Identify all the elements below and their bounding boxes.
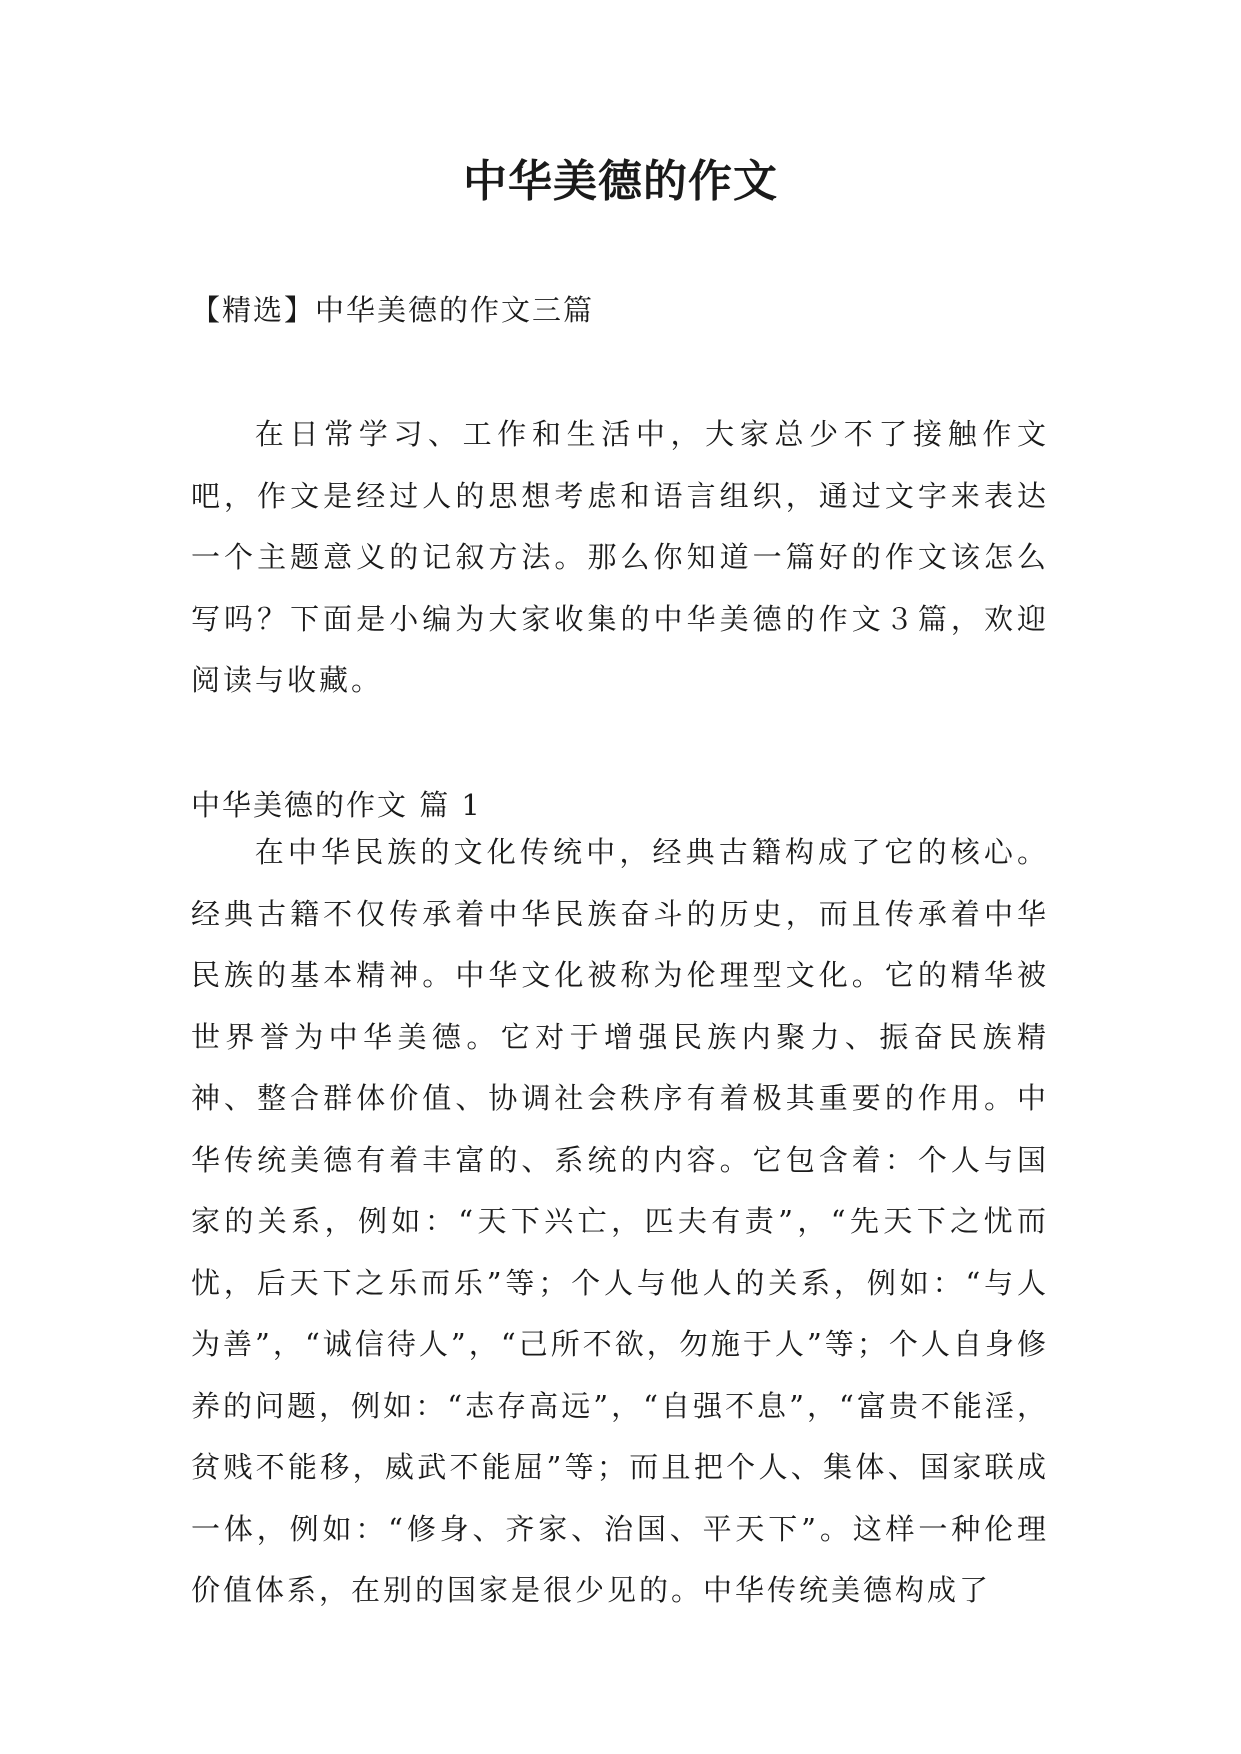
document-subtitle: 【精选】中华美德的作文三篇 [191, 293, 595, 327]
section-body-paragraph: 在中华民族的文化传统中，经典古籍构成了它的核心。经典古籍不仅传承着中华民族奋斗的历史，而且传承着中华民族的基本精神。中华文化被称为伦理型文化。它的精华被世界誉为中华美德。它对于增强民族内聚力、振奋民族精神、整合群体价值、协调社会秩序有着极其重要的作用。中华传统美德有着丰富的、系统的内容。它包含着：个人与国家的关系，例如：“天下兴亡，匹夫有责”，“先天下之忧而忧，后天下之乐而乐”等；个人与他人的关系，例如：“与人为善”，“诚信待人”，“己所不欲，勿施于人”等；个人自身修养的问题，例如：“志存高远”，“自强不息”，“富贵不能淫，贫贱不能移，威武不能屈”等；而且把个人、集体、国家联成一体，例如：“修身、齐家、治国、平天下”。这样一种伦理价值体系，在别的国家是很少见的。中华传统美德构成了 [191, 835, 1049, 1607]
document-title: 中华美德的作文 [463, 156, 778, 207]
section-body-block [191, 822, 1049, 1622]
section-heading: 中华美德的作文 篇 1 [191, 788, 482, 822]
intro-block [191, 404, 1049, 712]
intro-paragraph: 在日常学习、工作和生活中，大家总少不了接触作文吧，作文是经过人的思想考虑和语言组织，通过文字来表达一个主题意义的记叙方法。那么你知道一篇好的作文该怎么写吗？下面是小编为大家收集的中华美德的作文３篇，欢迎阅读与收藏。 [191, 417, 1049, 697]
